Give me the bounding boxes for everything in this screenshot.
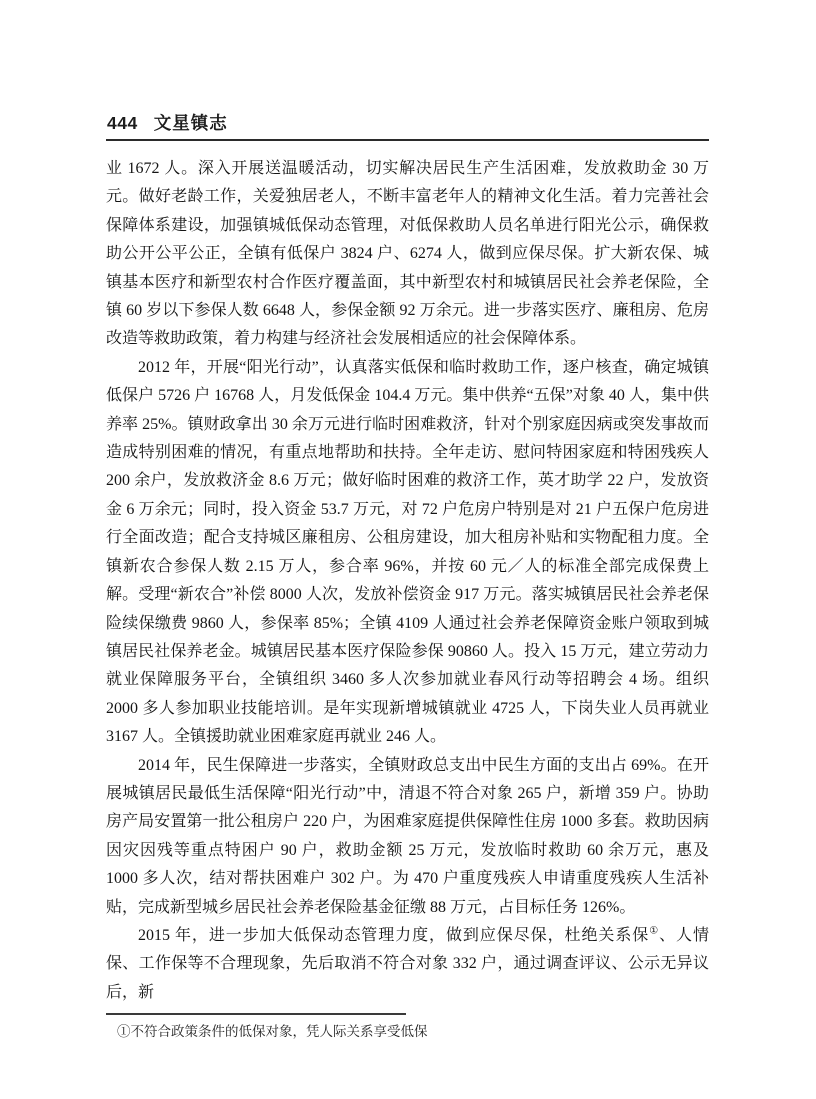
footnote-reference-marker: ① <box>649 925 660 937</box>
paragraph-2015 <box>106 922 709 1007</box>
footnote-text: 不符合政策条件的低保对象，凭人际关系享受低保 <box>130 1024 428 1040</box>
running-header <box>106 110 709 141</box>
paragraph-continuation: 业 1672 人。深入开展送温暖活动，切实解决居民生产生活困难，发放救助金 30 万元。做好老龄工作，关爱独居老人，不断丰富老年人的精神文化生活。着力完善社会保障体系建设，加强镇城低保动态管理，对低保救助人员名单进行阳光公示，确保救助公开公平公正，全镇有低保户 3824 户、6274 人，做到应保尽保。扩大新农保、城镇基本医疗和新型农村合作医疗覆盖面，其中新型农村和城镇居民社会养老保险，全镇 60 岁以下参保人数 6648 人，参保金额 92 万余元。进一步落实医疗、廉租房、危房改造等救助政策，着力构建与经济社会发展相适应的社会保障体系。 <box>106 160 709 348</box>
paragraph-text-after-note: 、人情保、工作保等不合理现象，先后取消不符合对象 332 户，通过调查评议、公示无异议后，新 <box>106 926 709 1001</box>
footnote-area <box>106 1013 709 1042</box>
body-text <box>106 155 709 1007</box>
page-number: 444 <box>107 113 138 133</box>
paragraph-2012: 2012 年，开展“阳光行动”，认真落实低保和临时救助工作，逐户核查，确定城镇低保户 5726 户 16768 人，月发低保金 104.4 万元。集中供养“五保”对象 40 人，集中供养率 25%。镇财政拿出 30 余万元进行临时困难救济，针对个别家庭因病或突发事故而造成特别困难的情况，有重点地帮助和扶持。全年走访、慰问特困家庭和特困残疾人 200 余户，发放救济金 8.6 万元；做好临时困难的救济工作，英才助学 22 户，发放资金 6 万余元；同时，投入资金 53.7 万元，对 72 户危房户特别是对 21 户五保户危房进行全面改造；配合支持城区廉租房、公租房建设，加大租房补贴和实物配租力度。全镇新农合参保人数 2.15 万人，参合率 96%，并按 60 元／人的标准全部完成保费上解。受理“新农合”补偿 8000 人次，发放补偿资金 917 万元。落实城镇居民社会养老保险续保缴费 9860 人，参保率 85%；全镇 4109 人通过社会养老保障资金账户领取到城镇居民社保养老金。城镇居民基本医疗保险参保 90860 人。投入 15 万元，建立劳动力就业保障服务平台，全镇组织 3460 多人次参加就业春风行动等招聘会 4 场。组织 2000 多人参加职业技能培训。是年实现新增城镇就业 4725 人，下岗失业人员再就业 3167 人。全镇援助就业困难家庭再就业 246 人。 <box>106 358 709 746</box>
footnote-marker: ① <box>117 1024 131 1040</box>
paragraph-2014: 2014 年，民生保障进一步落实，全镇财政总支出中民生方面的支出占 69%。在开展城镇居民最低生活保障“阳光行动”中，清退不符合对象 265 户，新增 359 户。协助房产局安置第一批公租房户 220 户，为困难家庭提供保障性住房 1000 多套。救助因病因灾因残等重点特困户 90 户，救助金额 25 万元，发放临时救助 60 余万元，惠及 1000 多人次，结对帮扶困难户 302 户。为 470 户重度残疾人申请重度残疾人生活补贴，完成新型城乡居民社会养老保险基金征缴 88 万元，占目标任务 126%。 <box>106 756 709 916</box>
paragraph-text-before-note: 2015 年，进一步加大低保动态管理力度，做到应保尽保，杜绝关系保 <box>138 926 650 944</box>
book-title: 文星镇志 <box>153 113 228 133</box>
page-content <box>106 110 709 1042</box>
footnote <box>106 1022 709 1042</box>
footnote-divider <box>106 1013 406 1015</box>
